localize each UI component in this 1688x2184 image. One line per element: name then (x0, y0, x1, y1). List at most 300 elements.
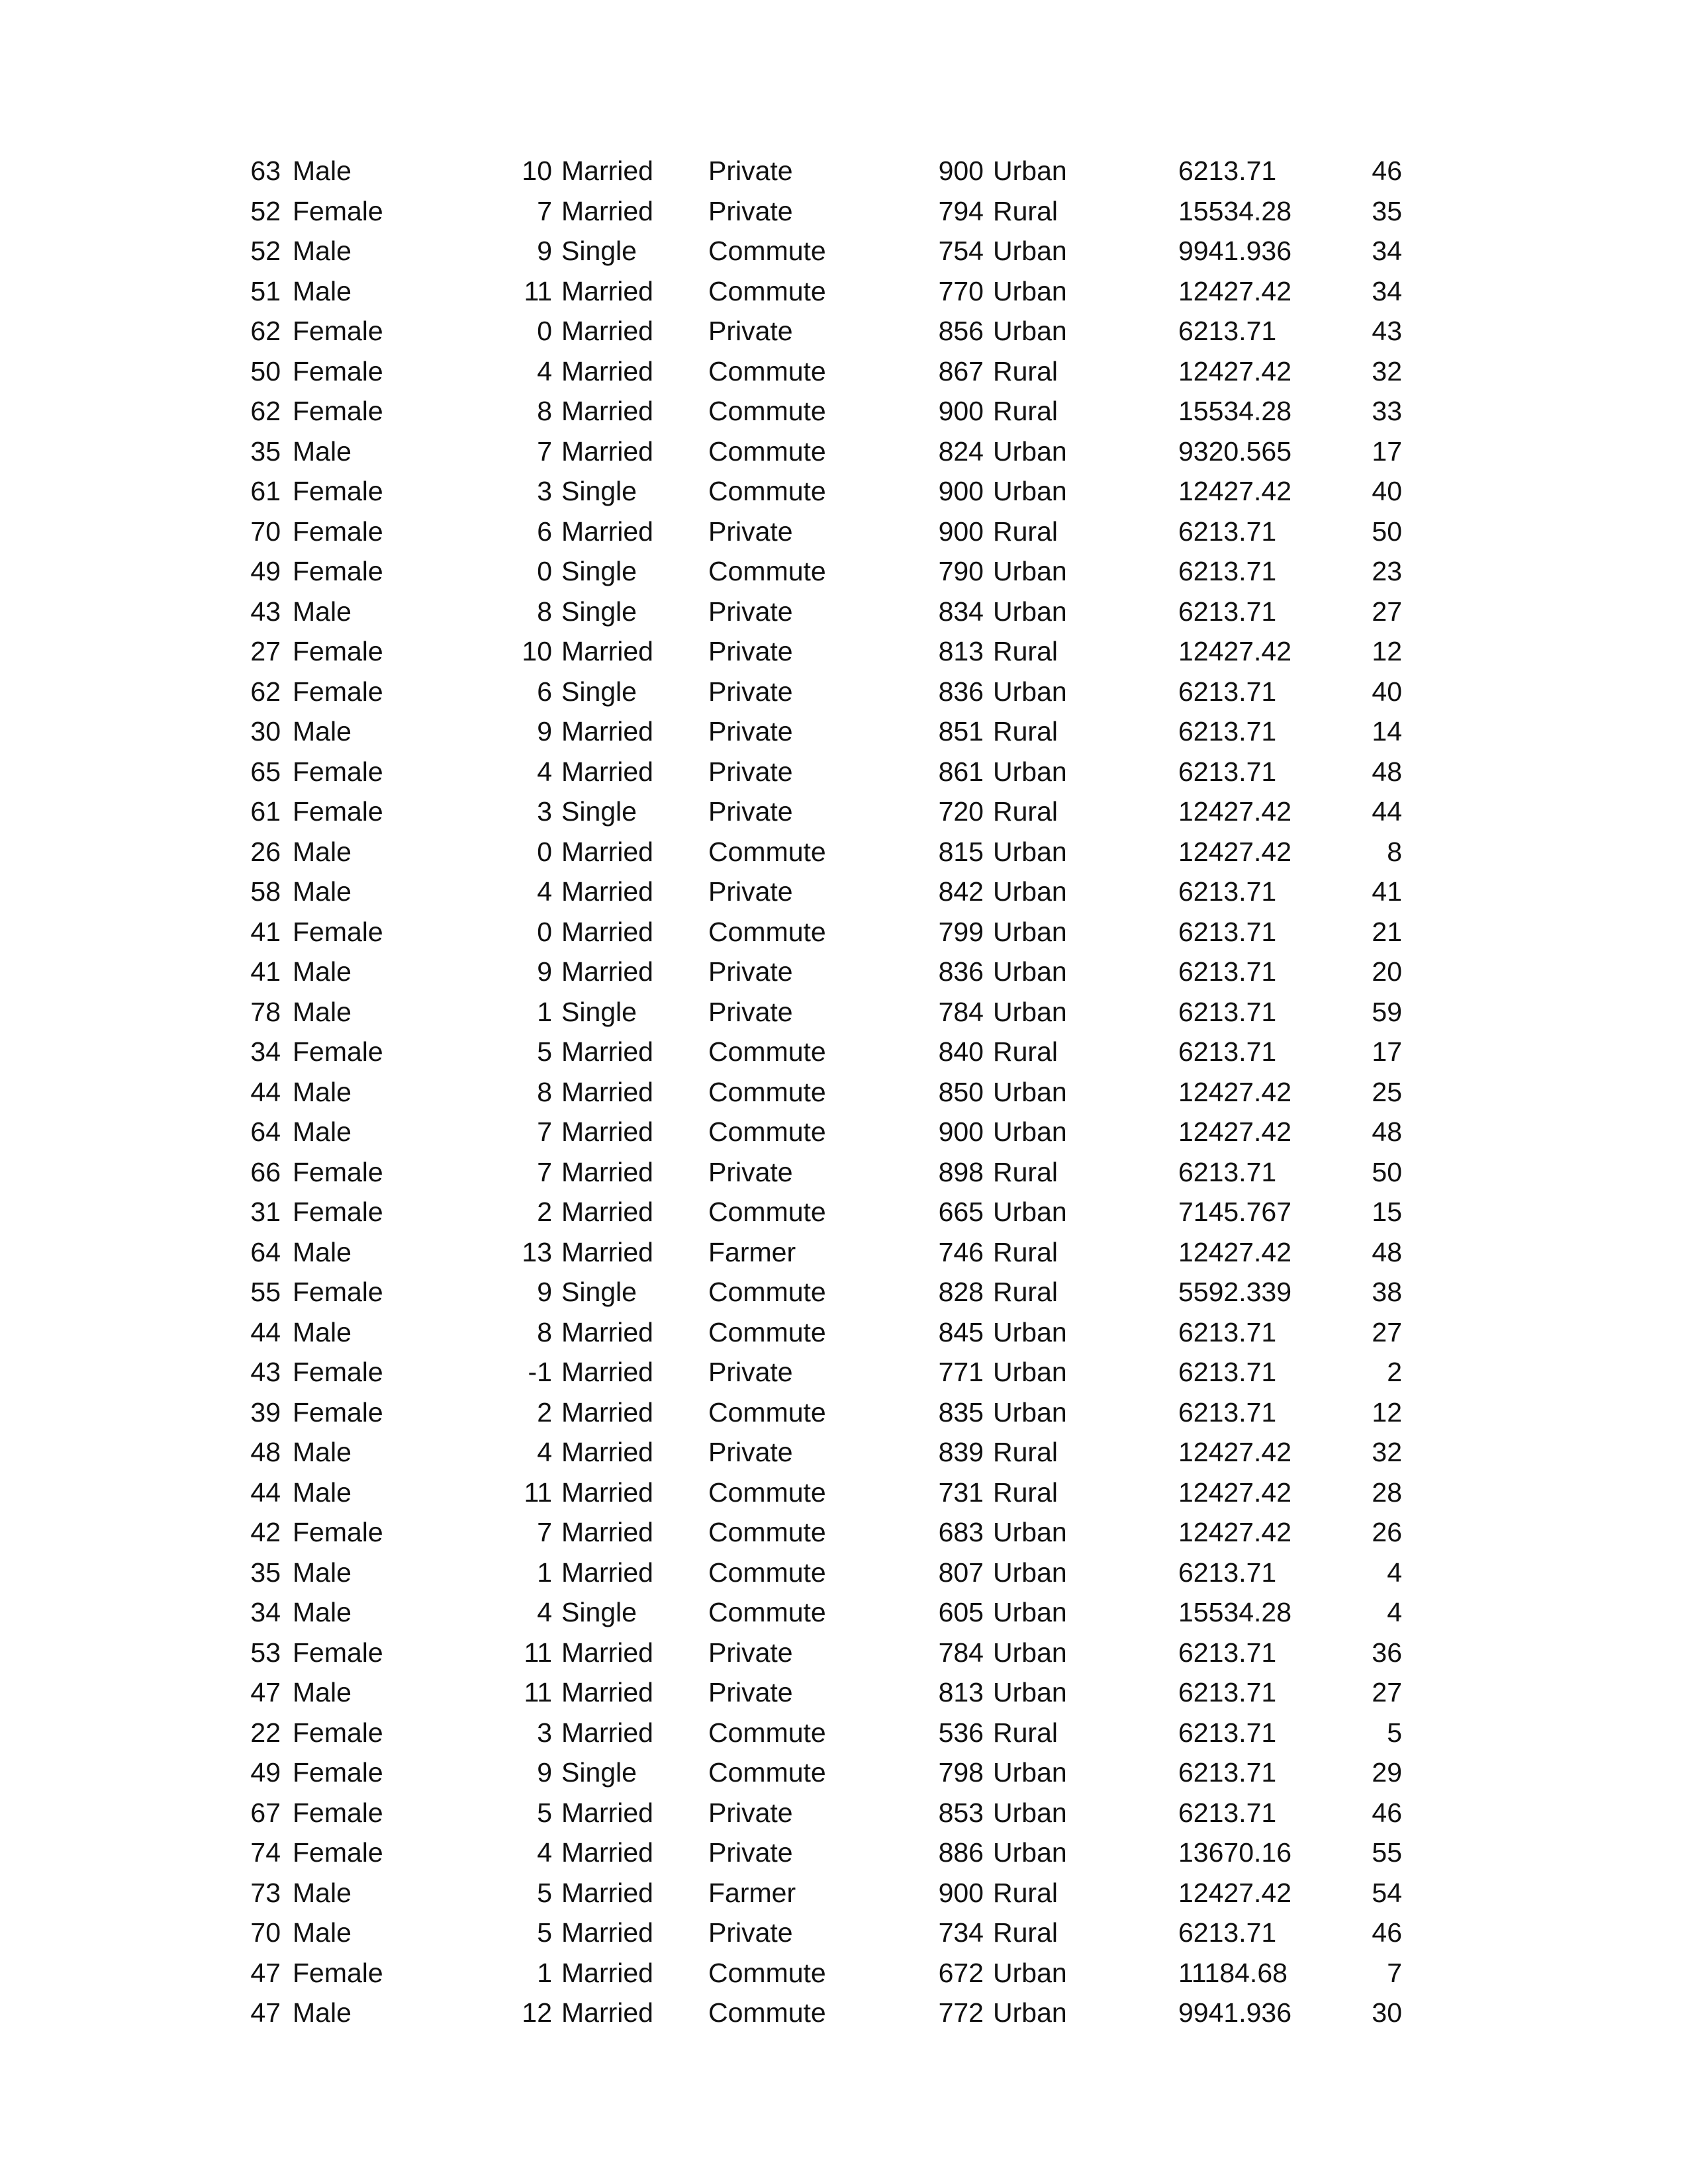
cell-gender: Male (293, 836, 352, 867)
cell-area: Urban (993, 876, 1067, 907)
cell-gender: Male (293, 1437, 352, 1467)
cell-score: 55 (1372, 1837, 1402, 1868)
cell-years: 12 (522, 1997, 552, 2028)
cell-amount: 12427.42 (1178, 1236, 1292, 1267)
cell-value: 898 (938, 1156, 984, 1187)
cell-years: 9 (537, 1277, 552, 1307)
cell-marital: Married (561, 316, 653, 346)
cell-value: 856 (938, 316, 984, 346)
cell-score: 26 (1372, 1517, 1402, 1547)
cell-value: 772 (938, 1997, 984, 2028)
table-row (0, 872, 1402, 912)
cell-value: 900 (938, 1877, 984, 1908)
cell-score: 44 (1372, 796, 1402, 827)
cell-value: 839 (938, 1437, 984, 1467)
cell-value: 845 (938, 1316, 984, 1347)
cell-area: Rural (993, 716, 1058, 747)
table-row (0, 1953, 1402, 1993)
table-row (0, 672, 1402, 712)
cell-gender: Female (293, 916, 383, 947)
cell-gender: Male (293, 1877, 352, 1908)
cell-gender: Male (293, 956, 352, 987)
table-row (0, 391, 1402, 432)
cell-transport: Commute (708, 1557, 826, 1588)
cell-score: 36 (1372, 1637, 1402, 1668)
cell-age: 39 (250, 1396, 281, 1428)
cell-gender: Male (293, 1236, 352, 1267)
table-row (0, 752, 1402, 792)
table-row (0, 1793, 1402, 1833)
cell-gender: Female (293, 756, 383, 787)
table-row (0, 912, 1402, 952)
cell-score: 4 (1387, 1557, 1402, 1588)
cell-marital: Married (561, 1116, 653, 1147)
cell-transport: Private (708, 1437, 793, 1467)
cell-amount: 12427.42 (1178, 1517, 1292, 1547)
table-row (0, 1633, 1402, 1673)
table-row (0, 351, 1402, 392)
cell-area: Rural (993, 1277, 1058, 1307)
cell-value: 790 (938, 556, 984, 586)
cell-area: Rural (993, 1156, 1058, 1187)
cell-transport: Commute (708, 1717, 826, 1748)
cell-marital: Married (561, 716, 653, 747)
cell-gender: Female (293, 355, 383, 387)
cell-value: 861 (938, 756, 984, 787)
cell-age: 50 (250, 355, 281, 387)
cell-amount: 12427.42 (1178, 796, 1292, 827)
cell-score: 15 (1372, 1197, 1402, 1227)
table-row (0, 1833, 1402, 1873)
cell-area: Urban (993, 836, 1067, 867)
cell-amount: 9941.936 (1178, 236, 1292, 266)
cell-area: Urban (993, 156, 1067, 186)
cell-amount: 12427.42 (1178, 1877, 1292, 1908)
cell-age: 30 (250, 716, 281, 747)
cell-marital: Married (561, 1076, 653, 1107)
cell-amount: 12427.42 (1178, 836, 1292, 867)
cell-years: 6 (537, 516, 552, 547)
cell-amount: 9320.565 (1178, 435, 1292, 467)
cell-area: Rural (993, 516, 1058, 547)
cell-marital: Married (561, 1717, 653, 1748)
cell-value: 799 (938, 916, 984, 947)
table-row (0, 1512, 1402, 1553)
cell-marital: Married (561, 1877, 653, 1908)
cell-value: 815 (938, 836, 984, 867)
cell-marital: Married (561, 516, 653, 547)
cell-age: 52 (250, 195, 281, 226)
table-row (0, 1432, 1402, 1473)
cell-value: 853 (938, 1797, 984, 1828)
cell-amount: 15534.28 (1178, 195, 1292, 226)
cell-transport: Commute (708, 435, 826, 467)
cell-age: 41 (250, 916, 281, 947)
cell-area: Rural (993, 1437, 1058, 1467)
cell-years: 0 (537, 316, 552, 346)
cell-transport: Private (708, 996, 793, 1027)
cell-age: 44 (250, 1076, 281, 1107)
cell-years: 2 (537, 1396, 552, 1428)
cell-years: 13 (522, 1236, 552, 1267)
cell-gender: Female (293, 1277, 383, 1307)
cell-gender: Male (293, 236, 352, 266)
cell-marital: Married (561, 156, 653, 186)
cell-area: Rural (993, 355, 1058, 387)
cell-transport: Commute (708, 1757, 826, 1788)
cell-marital: Married (561, 1036, 653, 1067)
cell-years: 3 (537, 1717, 552, 1748)
cell-value: 834 (938, 596, 984, 627)
cell-amount: 12427.42 (1178, 636, 1292, 666)
cell-years: 4 (537, 1837, 552, 1868)
cell-value: 720 (938, 796, 984, 827)
cell-gender: Female (293, 796, 383, 827)
cell-years: 0 (537, 556, 552, 586)
cell-marital: Single (561, 596, 637, 627)
cell-age: 34 (250, 1036, 281, 1067)
cell-age: 63 (250, 156, 281, 186)
cell-marital: Married (561, 1557, 653, 1588)
cell-age: 47 (250, 1957, 281, 1988)
cell-years: 4 (537, 355, 552, 387)
cell-years: 6 (537, 676, 552, 707)
cell-value: 900 (938, 396, 984, 426)
cell-area: Urban (993, 556, 1067, 586)
cell-years: 0 (537, 836, 552, 867)
cell-gender: Female (293, 1957, 383, 1988)
cell-transport: Private (708, 596, 793, 627)
cell-marital: Single (561, 996, 637, 1027)
cell-gender: Male (293, 156, 352, 186)
cell-value: 734 (938, 1917, 984, 1948)
cell-marital: Married (561, 1797, 653, 1828)
cell-amount: 6213.71 (1178, 1357, 1277, 1387)
cell-transport: Commute (708, 1277, 826, 1307)
cell-score: 30 (1372, 1997, 1402, 2028)
cell-area: Urban (993, 1957, 1067, 1988)
cell-value: 807 (938, 1557, 984, 1588)
cell-transport: Private (708, 756, 793, 787)
cell-score: 27 (1372, 1316, 1402, 1347)
cell-area: Urban (993, 756, 1067, 787)
cell-transport: Private (708, 1156, 793, 1187)
table-row (0, 1232, 1402, 1273)
table-row (0, 231, 1402, 271)
cell-score: 33 (1372, 396, 1402, 426)
cell-amount: 7145.767 (1178, 1197, 1292, 1227)
cell-area: Urban (993, 1597, 1067, 1627)
cell-marital: Single (561, 676, 637, 707)
cell-area: Urban (993, 676, 1067, 707)
cell-value: 794 (938, 195, 984, 226)
cell-age: 49 (250, 556, 281, 586)
cell-score: 25 (1372, 1076, 1402, 1107)
cell-years: 5 (537, 1877, 552, 1908)
cell-gender: Female (293, 1717, 383, 1748)
cell-marital: Married (561, 1997, 653, 2028)
cell-age: 62 (250, 316, 281, 346)
cell-value: 867 (938, 355, 984, 387)
cell-transport: Commute (708, 355, 826, 387)
cell-marital: Married (561, 1477, 653, 1508)
cell-transport: Commute (708, 836, 826, 867)
cell-transport: Private (708, 636, 793, 666)
cell-score: 54 (1372, 1877, 1402, 1908)
cell-age: 64 (250, 1236, 281, 1267)
cell-age: 61 (250, 796, 281, 827)
cell-amount: 5592.339 (1178, 1277, 1292, 1307)
cell-marital: Single (561, 556, 637, 586)
cell-score: 17 (1372, 435, 1402, 467)
table-row (0, 1072, 1402, 1113)
cell-transport: Commute (708, 916, 826, 947)
cell-score: 28 (1372, 1477, 1402, 1508)
cell-marital: Married (561, 1677, 653, 1707)
cell-age: 43 (250, 596, 281, 627)
cell-transport: Private (708, 1797, 793, 1828)
cell-gender: Male (293, 1316, 352, 1347)
cell-years: 9 (537, 716, 552, 747)
cell-amount: 15534.28 (1178, 396, 1292, 426)
cell-marital: Married (561, 756, 653, 787)
cell-gender: Female (293, 1197, 383, 1227)
cell-score: 48 (1372, 756, 1402, 787)
cell-years: 7 (537, 435, 552, 467)
cell-amount: 6213.71 (1178, 316, 1277, 346)
table-row (0, 952, 1402, 992)
cell-transport: Commute (708, 396, 826, 426)
cell-area: Urban (993, 1757, 1067, 1788)
cell-marital: Married (561, 636, 653, 666)
cell-gender: Male (293, 435, 352, 467)
cell-age: 53 (250, 1637, 281, 1668)
cell-score: 34 (1372, 236, 1402, 266)
cell-age: 44 (250, 1316, 281, 1347)
cell-transport: Commute (708, 476, 826, 506)
table-row (0, 1032, 1402, 1072)
cell-amount: 6213.71 (1178, 1036, 1277, 1067)
cell-years: 7 (537, 195, 552, 226)
cell-transport: Private (708, 516, 793, 547)
cell-years: 0 (537, 916, 552, 947)
table-row (0, 592, 1402, 632)
cell-transport: Commute (708, 236, 826, 266)
cell-age: 52 (250, 236, 281, 266)
cell-age: 78 (250, 996, 281, 1027)
cell-gender: Male (293, 1477, 352, 1508)
cell-area: Urban (993, 1797, 1067, 1828)
cell-years: 10 (522, 156, 552, 186)
table-row (0, 1752, 1402, 1793)
cell-years: 4 (537, 756, 552, 787)
cell-age: 22 (250, 1717, 281, 1748)
cell-gender: Male (293, 1917, 352, 1948)
cell-area: Rural (993, 1717, 1058, 1748)
cell-years: 1 (537, 996, 552, 1027)
table-row (0, 1592, 1402, 1633)
cell-score: 34 (1372, 275, 1402, 306)
cell-amount: 6213.71 (1178, 916, 1277, 947)
cell-value: 536 (938, 1717, 984, 1748)
cell-value: 824 (938, 435, 984, 467)
cell-marital: Married (561, 1357, 653, 1387)
cell-years: 10 (522, 636, 552, 666)
cell-score: 4 (1387, 1597, 1402, 1627)
cell-value: 900 (938, 156, 984, 186)
table-row (0, 151, 1402, 191)
cell-transport: Private (708, 956, 793, 987)
cell-score: 7 (1387, 1957, 1402, 1988)
table-row (0, 1272, 1402, 1312)
cell-years: 5 (537, 1917, 552, 1948)
cell-transport: Private (708, 676, 793, 707)
cell-age: 31 (250, 1197, 281, 1227)
cell-years: 7 (537, 1116, 552, 1147)
cell-area: Urban (993, 1116, 1067, 1147)
cell-amount: 6213.71 (1178, 956, 1277, 987)
table-row (0, 992, 1402, 1032)
table-row (0, 832, 1402, 872)
cell-age: 41 (250, 956, 281, 987)
cell-marital: Married (561, 1236, 653, 1267)
cell-transport: Private (708, 876, 793, 907)
cell-gender: Male (293, 275, 352, 306)
cell-value: 784 (938, 996, 984, 1027)
cell-value: 850 (938, 1076, 984, 1107)
data-table (0, 151, 1402, 2033)
cell-transport: Commute (708, 1997, 826, 2028)
cell-age: 34 (250, 1597, 281, 1627)
cell-amount: 6213.71 (1178, 1677, 1277, 1707)
cell-value: 886 (938, 1837, 984, 1868)
cell-transport: Commute (708, 1197, 826, 1227)
cell-value: 900 (938, 1116, 984, 1147)
cell-score: 35 (1372, 195, 1402, 226)
cell-transport: Commute (708, 1076, 826, 1107)
cell-age: 48 (250, 1437, 281, 1467)
cell-age: 65 (250, 756, 281, 787)
table-row (0, 311, 1402, 351)
cell-age: 55 (250, 1277, 281, 1307)
cell-gender: Female (293, 1357, 383, 1387)
cell-marital: Married (561, 1957, 653, 1988)
cell-marital: Single (561, 1757, 637, 1788)
cell-gender: Male (293, 1997, 352, 2028)
cell-marital: Single (561, 796, 637, 827)
cell-age: 67 (250, 1797, 281, 1828)
cell-amount: 12427.42 (1178, 1437, 1292, 1467)
cell-age: 35 (250, 435, 281, 467)
cell-score: 23 (1372, 556, 1402, 586)
cell-transport: Private (708, 796, 793, 827)
cell-transport: Private (708, 716, 793, 747)
cell-gender: Male (293, 1597, 352, 1627)
cell-marital: Single (561, 476, 637, 506)
cell-area: Urban (993, 1557, 1067, 1588)
cell-value: 900 (938, 516, 984, 547)
table-row (0, 1312, 1402, 1353)
table-row (0, 1672, 1402, 1713)
cell-years: -1 (528, 1357, 552, 1387)
cell-value: 900 (938, 476, 984, 506)
cell-value: 851 (938, 716, 984, 747)
table-body (0, 151, 1402, 2033)
cell-area: Urban (993, 1076, 1067, 1107)
cell-gender: Female (293, 636, 383, 666)
cell-age: 62 (250, 676, 281, 707)
cell-area: Urban (993, 275, 1067, 306)
cell-transport: Commute (708, 1116, 826, 1147)
cell-score: 48 (1372, 1116, 1402, 1147)
cell-amount: 6213.71 (1178, 556, 1277, 586)
cell-years: 11 (524, 1637, 552, 1668)
cell-value: 836 (938, 676, 984, 707)
cell-area: Urban (993, 1997, 1067, 2028)
cell-gender: Female (293, 1757, 383, 1788)
cell-gender: Male (293, 1677, 352, 1707)
cell-years: 4 (537, 1597, 552, 1627)
cell-value: 828 (938, 1277, 984, 1307)
table-row (0, 1873, 1402, 1913)
cell-marital: Single (561, 1597, 637, 1627)
cell-area: Urban (993, 956, 1067, 987)
cell-age: 74 (250, 1837, 281, 1868)
cell-marital: Married (561, 1637, 653, 1668)
cell-age: 27 (250, 636, 281, 666)
cell-value: 665 (938, 1197, 984, 1227)
cell-amount: 6213.71 (1178, 1396, 1277, 1428)
cell-marital: Married (561, 1197, 653, 1227)
cell-age: 70 (250, 516, 281, 547)
table-row (0, 432, 1402, 472)
cell-score: 32 (1372, 355, 1402, 387)
cell-transport: Commute (708, 1316, 826, 1347)
cell-area: Urban (993, 1316, 1067, 1347)
cell-amount: 6213.71 (1178, 1316, 1277, 1347)
table-row (0, 1553, 1402, 1593)
cell-area: Urban (993, 1396, 1067, 1428)
cell-gender: Male (293, 876, 352, 907)
cell-value: 840 (938, 1036, 984, 1067)
cell-gender: Female (293, 195, 383, 226)
cell-years: 9 (537, 1757, 552, 1788)
cell-gender: Female (293, 1396, 383, 1428)
table-row (0, 1473, 1402, 1513)
cell-marital: Married (561, 1837, 653, 1868)
cell-marital: Married (561, 195, 653, 226)
cell-amount: 6213.71 (1178, 1797, 1277, 1828)
cell-score: 38 (1372, 1277, 1402, 1307)
cell-score: 27 (1372, 1677, 1402, 1707)
cell-gender: Male (293, 1557, 352, 1588)
cell-years: 11 (524, 1677, 552, 1707)
cell-age: 58 (250, 876, 281, 907)
table-row (0, 1913, 1402, 1953)
cell-area: Rural (993, 636, 1058, 666)
cell-age: 35 (250, 1557, 281, 1588)
cell-gender: Female (293, 1517, 383, 1547)
cell-years: 7 (537, 1517, 552, 1547)
cell-score: 50 (1372, 516, 1402, 547)
cell-area: Urban (993, 1837, 1067, 1868)
cell-years: 1 (537, 1957, 552, 1988)
cell-score: 2 (1387, 1357, 1402, 1387)
cell-transport: Commute (708, 1957, 826, 1988)
table-row (0, 551, 1402, 592)
cell-years: 9 (537, 956, 552, 987)
cell-transport: Private (708, 316, 793, 346)
